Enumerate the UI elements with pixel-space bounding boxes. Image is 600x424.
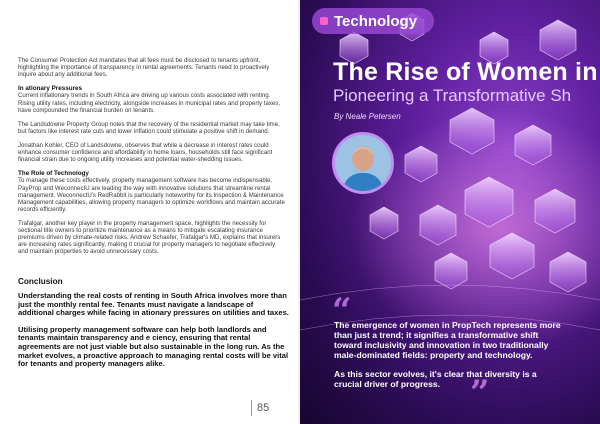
pull-quote-paragraph: As this sector evolves, it's clear that diversity is a crucial driver of progress. <box>334 369 537 389</box>
page-number: 85 <box>251 400 269 416</box>
section-heading-inflation: In ationary Pressures <box>18 85 83 93</box>
pull-quote <box>334 320 566 398</box>
right-page <box>300 0 600 424</box>
body-paragraph: Trafalgar, another key player in the property management space, highlights the necessity for sectional title owners to prioritize maintenance as a means to mitigate escalating insurance premiums driven by climate-related risks. Andrew Schaefer, Trafalgar's MD, explains that insurers are increasing rates significantly, making it crucial for property managers to negotiate effectively and maintain properties to avoid unnecessary costs. <box>18 219 281 256</box>
person-portrait-icon <box>335 135 391 191</box>
page-fold-shadow <box>298 0 302 424</box>
body-paragraph: Jonathan Kohler, CEO of Landsdowne, observes that while a decrease in interest rates could enhance consumer confidence and affordability in home loans, households still face significant financial strain due to ongoing utility increases and potential water-shedding issues. <box>18 141 273 164</box>
body-paragraph: The Landsdowne Property Group notes that the recovery of the residential market may take time, but factors like interest rate cuts and lower inflation could stimulate a positive shift in demand. <box>18 120 280 135</box>
body-paragraph: To manage these costs effectively, property management software has become indispensable. PayProp and WeconnectU are leading the way with innovative solutions that streamline rental management. WeconnectU's RedRabbit is particularly noteworthy for its Inspection & Maintenance Management capabilities, allowing property managers to optimize workflows and maintain accurate records efficiently. <box>18 177 285 213</box>
conclusion-section <box>18 277 290 377</box>
conclusion-heading: Conclusion <box>18 277 63 286</box>
intro-paragraph: The Consumer Protection Act mandates that all fees must be disclosed to tenants upfront, highlighting the importance of transparency in rental agreements. Tenants need to proactively inquire about any additional fees. <box>18 57 270 79</box>
article-body <box>18 57 286 262</box>
body-paragraph: Current inflationary trends in South Africa are driving up various costs associated with renting. Rising utility rates, including electricity, alongside increases in municipal rates and property taxes, have compounded the financial burden on tenants. <box>18 92 281 114</box>
author-avatar <box>332 132 394 194</box>
pull-quote-paragraph: The emergence of women in PropTech represents more than just a trend; it signifies a transformative shift toward inclusivity and innovation in two traditionally male-dominated fields: property and technology. <box>334 320 561 360</box>
conclusion-paragraph: Utilising property management software can help both landlords and tenants maintain transparency and e ciency, ensuring that rental agreements are not just viable but also sustainable in the long run. As the market evolves, a proactive approach to managing rental costs will be vital for tenants and property managers alike. <box>18 324 289 369</box>
article-subtitle: Pioneering a Transformative Sh <box>333 86 572 105</box>
quote-close-icon: ” <box>470 373 490 413</box>
section-heading-technology: The Role of Technology <box>18 170 89 178</box>
author-byline: By Neale Petersen <box>334 112 401 121</box>
tag-dot-icon <box>320 17 328 25</box>
category-tag <box>312 8 434 34</box>
article-title: The Rise of Women in <box>333 58 598 86</box>
quote-open-icon: “ <box>332 291 352 331</box>
category-label: Technology <box>334 12 418 30</box>
conclusion-paragraph: Understanding the real costs of renting in South Africa involves more than just the monthly rental fee. Tenants must navigate a landscape of additional charges while facing in ationary pressures on utilities and taxes. <box>18 291 289 318</box>
